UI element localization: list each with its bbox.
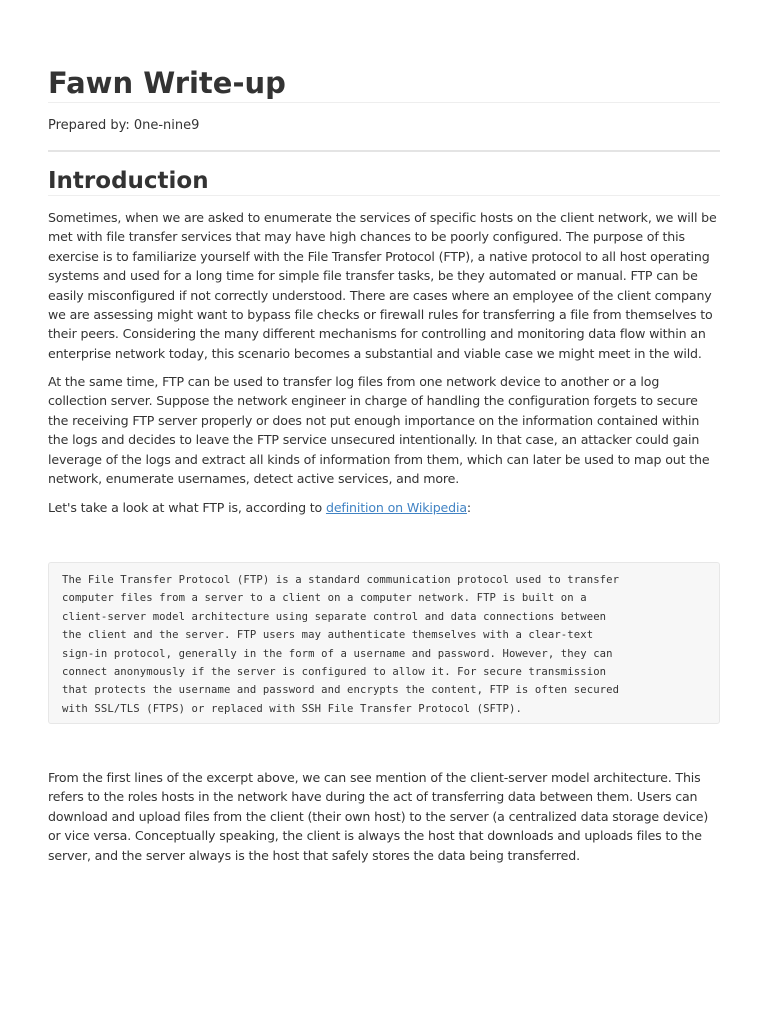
horizontal-divider [48,150,720,152]
author-line: Prepared by: 0ne-nine9 [48,118,200,133]
intro-paragraph-2: At the same time, FTP can be used to transfer log files from one network device to another or a log collection server. Suppose the network engineer in charge of handling the configuration forgets to secure the receiving FTP server properly or does not put enough importance on the information contained within the logs and decides to leave the FTP service unsecured intentionally. In that case, an attacker could gain leverage of the logs and extract all kinds of information from them, which can later be used to map out the network, enumerate usernames, detect active services, and more. [48,374,710,487]
section-heading-introduction: Introduction [48,166,720,196]
intro-paragraph-1: Sometimes, when we are asked to enumerate the services of specific hosts on the client network, we will be met with file transfer services that may have high chances to be poorly configured. The purpose of this exercise is to familiarize yourself with the File Transfer Protocol (FTP), a native protocol to all host operating systems and used for a long time for simple file transfer tasks, be they automated or manual. FTP can be easily misconfigured if not correctly understood. There are cases where an employee of the client company we are assessing might want to bypass file checks or firewall rules for transferring a file from themselves to their peers. Considering the many different mechanisms for controlling and monitoring data flow within an enterprise network today, this scenario becomes a substantial and viable case we might meet in the wild. [48,210,717,361]
intro-paragraph-3 [48,498,720,517]
intro-paragraph-4: From the first lines of the excerpt above, we can see mention of the client-server model architecture. This refers to the roles hosts in the network have during the act of transferring data between them. Users can download and upload files from the client (their own host) to the server (a centralized data storage device) or vice versa. Conceptually speaking, the client is always the host that downloads and uploads files to the server, and the server always is the host that safely stores the data being transferred. [48,770,709,863]
ftp-definition-quote-block [48,562,720,724]
page-title: Fawn Write-up [48,64,720,103]
wikipedia-definition-link[interactable]: definition on Wikipedia [325,500,467,515]
ftp-definition-quote-text: The File Transfer Protocol (FTP) is a standard communication protocol used to transfer computer files from a server to a client on a computer network. FTP is built on a client-server model architecture using separate control and data connections between the client and the server. FTP users may authenticate themselves with a clear-text sign-in protocol, generally in the form of a username and password. However, they can connect anonymously if the server is configured to allow it. For secure transmission that protects the username and password and encrypts the content, FTP is often secured with SSL/TLS (FTPS) or replaced with SSH File Transfer Protocol (SFTP). [62,574,620,715]
paragraph-3-prefix: Let's take a look at what FTP is, according to [48,500,326,515]
paragraph-3-suffix: : [466,500,472,515]
